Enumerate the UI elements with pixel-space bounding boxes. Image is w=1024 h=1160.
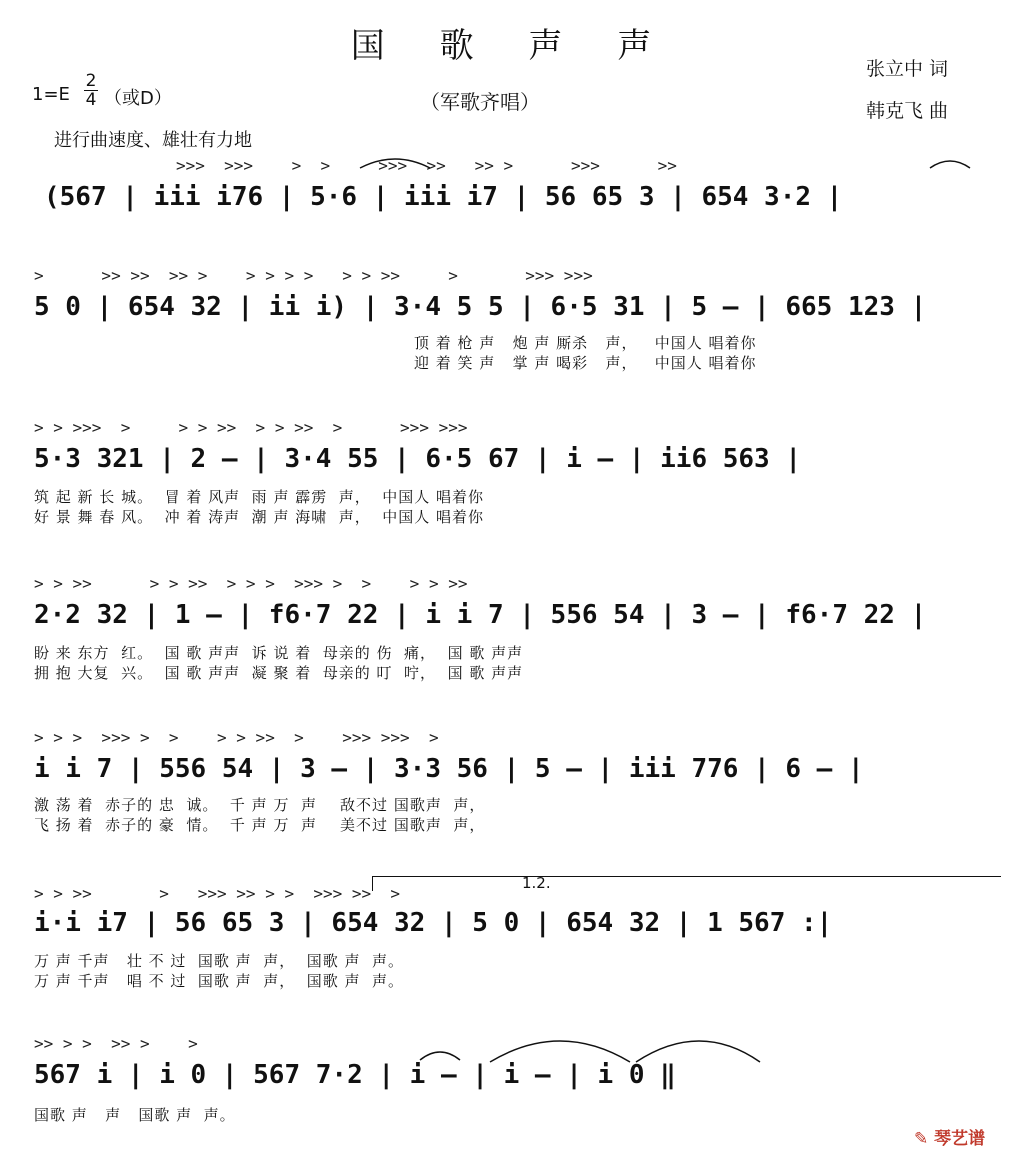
lyric-verse-2: 迎 着 笑 声 掌 声 喝彩 声， 中国人 唱着你	[414, 354, 757, 372]
music-system-2	[0, 266, 1024, 386]
lyricist-credit: 张立中 词	[866, 58, 949, 80]
lyric-verse-1: 筑 起 新 长 城。 冒 着 风声 雨 声 霹雳 声， 中国人 唱着你	[34, 488, 485, 506]
music-system-1	[0, 156, 1024, 246]
site-logo	[914, 1124, 985, 1149]
notation-line: i i 7 | 556 54 | 3 – | 3·3 56 | 5 – | iii 776 | 6 – |	[34, 754, 864, 784]
music-system-7	[0, 1034, 1024, 1134]
piano-logo-icon: ✎	[914, 1129, 929, 1149]
lyric-verse-1: 国歌 声 声 国歌 声 声。	[34, 1106, 236, 1124]
composer-credit: 韩克飞 曲	[866, 100, 949, 122]
tempo-marking: 进行曲速度、雄壮有力地	[54, 130, 252, 151]
volta-label: 1.2.	[522, 874, 551, 892]
notation-line: 2·2 32 | 1 – | f6·7 22 | i i 7 | 556 54 | 3 – | f6·7 22 |	[34, 600, 927, 630]
notation-line: 5 0 | 654 32 | ii i) | 3·4 5 5 | 6·5 31 | 5 – | 665 123 |	[34, 292, 927, 322]
lyric-verse-1: 盼 来 东方 红。 国 歌 声声 诉 说 着 母亲的 伤 痛， 国 歌 声声	[34, 644, 524, 662]
music-system-5	[0, 728, 1024, 848]
music-system-3	[0, 418, 1024, 538]
lyric-verse-2: 好 景 舞 春 风。 冲 着 涛声 潮 声 海啸 声， 中国人 唱着你	[34, 508, 485, 526]
lyric-verse-2: 拥 抱 大复 兴。 国 歌 声声 凝 聚 着 母亲的 叮 咛， 国 歌 声声	[34, 664, 524, 682]
key-signature: 1=E	[32, 84, 70, 105]
song-title: 国 歌 声 声	[350, 26, 674, 66]
accent-marks: > > >>> > > > >> > > >> > >>> >>>	[34, 418, 468, 437]
notation-line: (567 | iii i76 | 5·6 | iii i7 | 56 65 3 | 654 3·2 |	[44, 182, 843, 212]
lyric-verse-2: 万 声 千声 唱 不 过 国歌 声 声， 国歌 声 声。	[34, 972, 405, 990]
accent-marks: >>> >>> > > >>> >> >> > >>> >>	[176, 156, 677, 175]
song-subtitle: （军歌齐唱）	[420, 90, 540, 114]
logo-text: 琴艺谱	[934, 1129, 986, 1149]
lyric-verse-1: 激 荡 着 赤子的 忠 诚。 千 声 万 声 敌不过 国歌声 声，	[34, 796, 486, 814]
lyric-verse-2: 飞 扬 着 赤子的 豪 情。 千 声 万 声 美不过 国歌声 声，	[34, 816, 486, 834]
accent-marks: > > >> > >>> >> > > >>> >> >	[34, 884, 401, 903]
notation-line: 567 i | i 0 | 567 7·2 | i – | i – | i 0 ‖	[34, 1060, 676, 1090]
time-signature-bottom: 4	[85, 90, 97, 110]
accent-marks: >> > > >> > >	[34, 1034, 198, 1053]
time-signature	[84, 72, 98, 109]
accent-marks: > > >> > > >> > > > >>> > > > > >>	[34, 574, 468, 593]
music-system-6	[0, 870, 1024, 1000]
accent-marks: > >> >> >> > > > > > > > >> > >>> >>>	[34, 266, 593, 285]
notation-line: 5·3 321 | 2 – | 3·4 55 | 6·5 67 | i – | ii6 563 |	[34, 444, 802, 474]
lyric-verse-1: 万 声 千声 壮 不 过 国歌 声 声， 国歌 声 声。	[34, 952, 405, 970]
notation-line: i·i i7 | 56 65 3 | 654 32 | 5 0 | 654 32 | 1 567 :|	[34, 908, 833, 938]
accent-marks: > > > >>> > > > > >> > >>> >>> >	[34, 728, 439, 747]
key-alternative: （或D）	[104, 88, 172, 109]
lyric-verse-1: 顶 着 枪 声 炮 声 厮杀 声， 中国人 唱着你	[414, 334, 757, 352]
music-system-4	[0, 574, 1024, 694]
time-signature-top: 2	[85, 71, 97, 91]
